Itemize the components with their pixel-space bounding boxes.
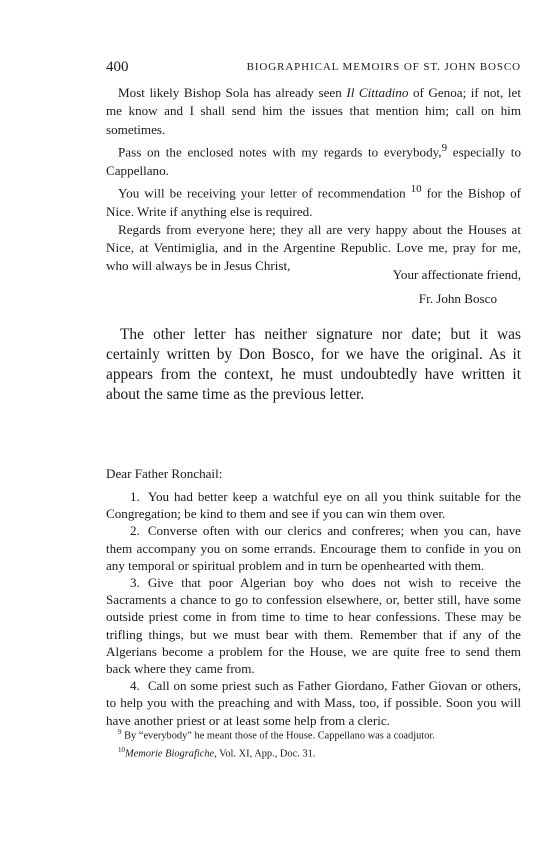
letter-paragraph-1: Most likely Bishop Sola has already seen Il Cittadino of Genoa; if not, let me know and I shall send him the issues that mention him; call on him sometimes. <box>106 85 521 137</box>
closing-line: Your affectionate friend, <box>392 267 521 282</box>
letter-paragraph-3: You will be receiving your letter of recommendation $^{10}$ for the Bishop of Nice. Write if anything else is required. <box>106 182 521 219</box>
running-head: BIOGRAPHICAL MEMOIRS OF ST. JOHN BOSCO <box>246 61 521 73</box>
salutation: Dear Father Ronchail: <box>106 466 223 481</box>
page-header <box>106 59 521 79</box>
letter-closing <box>106 263 521 311</box>
footnote-ref-9: 9 <box>441 141 448 154</box>
list-item: 2. Converse often with our clerics and confreres; when you can, have them accompany you on some errands. Encourage them to confide in you on any temporal or spiritual problem and in turn be openhearted with them. <box>106 523 521 573</box>
footnote-10: $^{10}$Memorie Biografiche, Vol. XI, App., Doc. 31. <box>118 746 316 760</box>
letter-items <box>106 488 521 729</box>
list-item: 4. Call on some priest such as Father Giordano, Father Giovan or others, to help you with the preaching and with Mass, too, if possible. Soon you will have another priest or at least some help from a cleric. <box>106 678 521 728</box>
letter-body <box>106 84 521 276</box>
letter-paragraph-2: Pass on the enclosed notes with my regards to everybody,$^9$ especially to Cappellano. <box>106 141 521 178</box>
footnotes <box>118 725 523 762</box>
footnote-9: $^9$ By “everybody” he meant those of the House. Cappellano was a coadjutor. <box>118 728 435 742</box>
letter-paragraph-4: Regards from everyone here; they all are very happy about the Houses at Nice, at Ventimiglia, and in the Argentine Republic. Love me, pray for me, who will always be in Jesus Christ, <box>106 221 521 274</box>
page-number: 400 <box>106 59 129 75</box>
footnote-ref-10: 10 <box>410 182 422 195</box>
newspaper-title: Il Cittadino <box>346 85 409 100</box>
list-item: 3. Give that poor Algerian boy who does not wish to receive the Sacraments a chance to go to confession elsewhere, or, better still, have some outside priest come in from time to time to hear confessions. These may be trifling things, but we must bear with them. Remember that if any of the Algerians become a problem for the House, we are quite free to send them back where they came from. <box>106 575 521 677</box>
narrative-paragraph: The other letter has neither signature nor date; but it was certainly written by Don Bosco, for we have the original. As it appears from the context, he must undoubtedly have written it about the same time as the previous letter. <box>106 326 521 403</box>
signature: Fr. John Bosco <box>418 291 497 306</box>
list-item: 1. You had better keep a watchful eye on all you think suitable for the Congregation; be kind to them and see if you can win them over. <box>106 489 521 522</box>
